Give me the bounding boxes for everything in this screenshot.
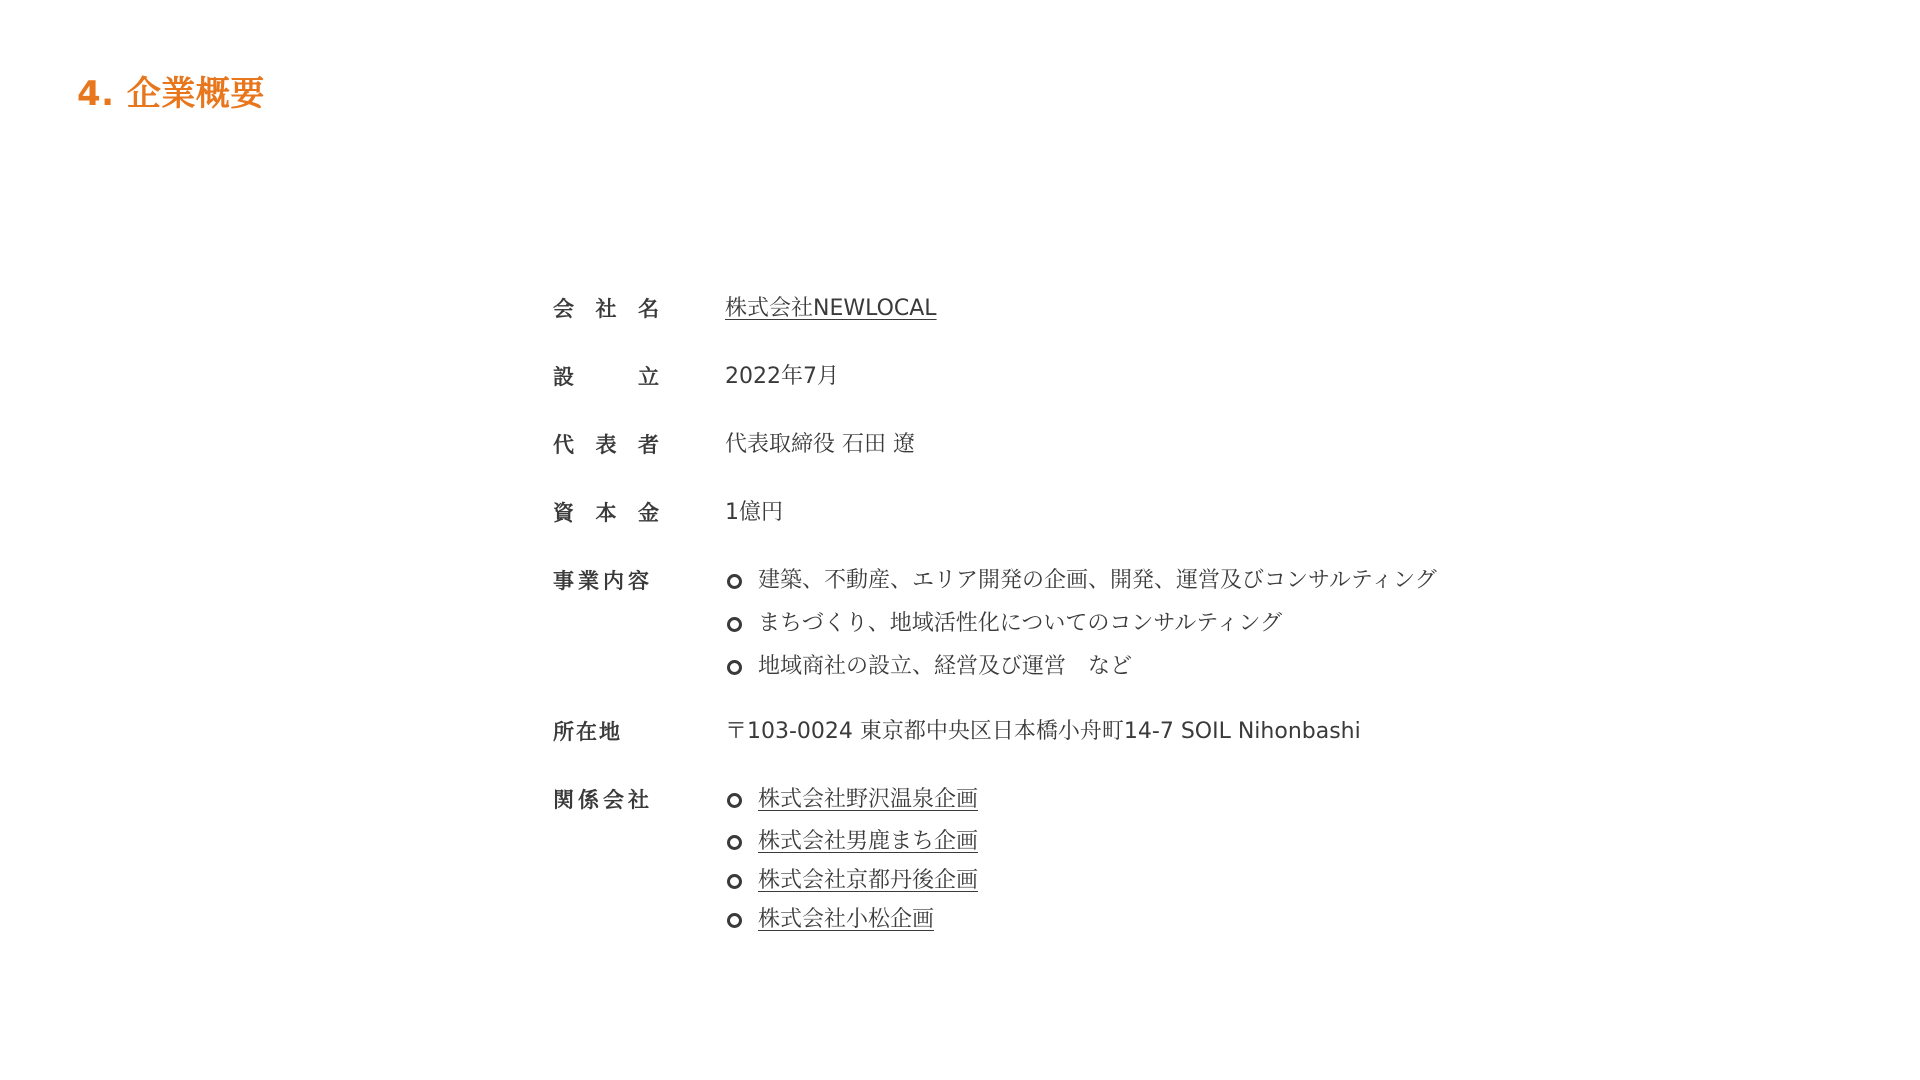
label-representative <box>553 429 659 461</box>
label-business: 事業内容 <box>553 569 653 593</box>
circle-bullet-icon <box>727 913 742 928</box>
label-char: 会 <box>553 297 574 321</box>
list-item <box>725 784 978 816</box>
affiliate-link[interactable]: 株式会社小松企画 <box>758 907 935 932</box>
circle-bullet-icon <box>727 793 742 808</box>
business-item-text: 地域商社の設立、経営及び運営 など <box>758 654 1133 679</box>
affiliate-link[interactable]: 株式会社野沢温泉企画 <box>758 787 979 812</box>
label-char: 表 <box>595 433 617 457</box>
label-char: 立 <box>638 365 659 389</box>
list-item <box>725 904 978 936</box>
company-name-link[interactable]: 株式会社NEWLOCAL <box>725 296 937 321</box>
circle-bullet-icon <box>727 835 742 850</box>
label-capital <box>553 497 659 529</box>
label-char: 者 <box>638 433 659 457</box>
business-list <box>725 565 1437 683</box>
label-founded <box>553 361 659 393</box>
circle-bullet-icon <box>727 874 742 889</box>
business-item-text: 建築、不動産、エリア開発の企画、開発、運営及びコンサルティング <box>758 568 1437 593</box>
list-item <box>725 651 1437 683</box>
business-item-text: まちづくり、地域活性化についてのコンサルティング <box>758 611 1283 636</box>
affiliates-list <box>725 784 978 936</box>
label-char: 設 <box>553 365 574 389</box>
list-item <box>725 608 1437 640</box>
affiliate-link[interactable]: 株式会社男鹿まち企画 <box>758 829 979 854</box>
representative-value: 代表取締役 石田 遼 <box>725 432 915 457</box>
label-company-name <box>553 293 659 325</box>
circle-bullet-icon <box>727 574 742 589</box>
label-char: 代 <box>553 433 574 457</box>
label-char: 資 <box>553 501 574 525</box>
label-char: 社 <box>595 297 617 321</box>
capital-value: 1億円 <box>725 500 783 525</box>
label-char: 名 <box>638 297 659 321</box>
label-address: 所在地 <box>553 720 622 744</box>
label-affiliates: 関係会社 <box>553 788 653 812</box>
address-value: 〒103-0024 東京都中央区日本橋小舟町14-7 SOIL Nihonbashi <box>725 719 1361 744</box>
affiliate-link[interactable]: 株式会社京都丹後企画 <box>758 868 979 893</box>
founded-value: 2022年7月 <box>725 364 839 389</box>
list-item <box>725 865 978 897</box>
circle-bullet-icon <box>727 660 742 675</box>
page-title: 4. 企業概要 <box>77 74 265 114</box>
circle-bullet-icon <box>727 617 742 632</box>
label-char: 金 <box>638 501 659 525</box>
list-item <box>725 826 978 858</box>
label-char: 本 <box>595 501 617 525</box>
list-item <box>725 565 1437 597</box>
